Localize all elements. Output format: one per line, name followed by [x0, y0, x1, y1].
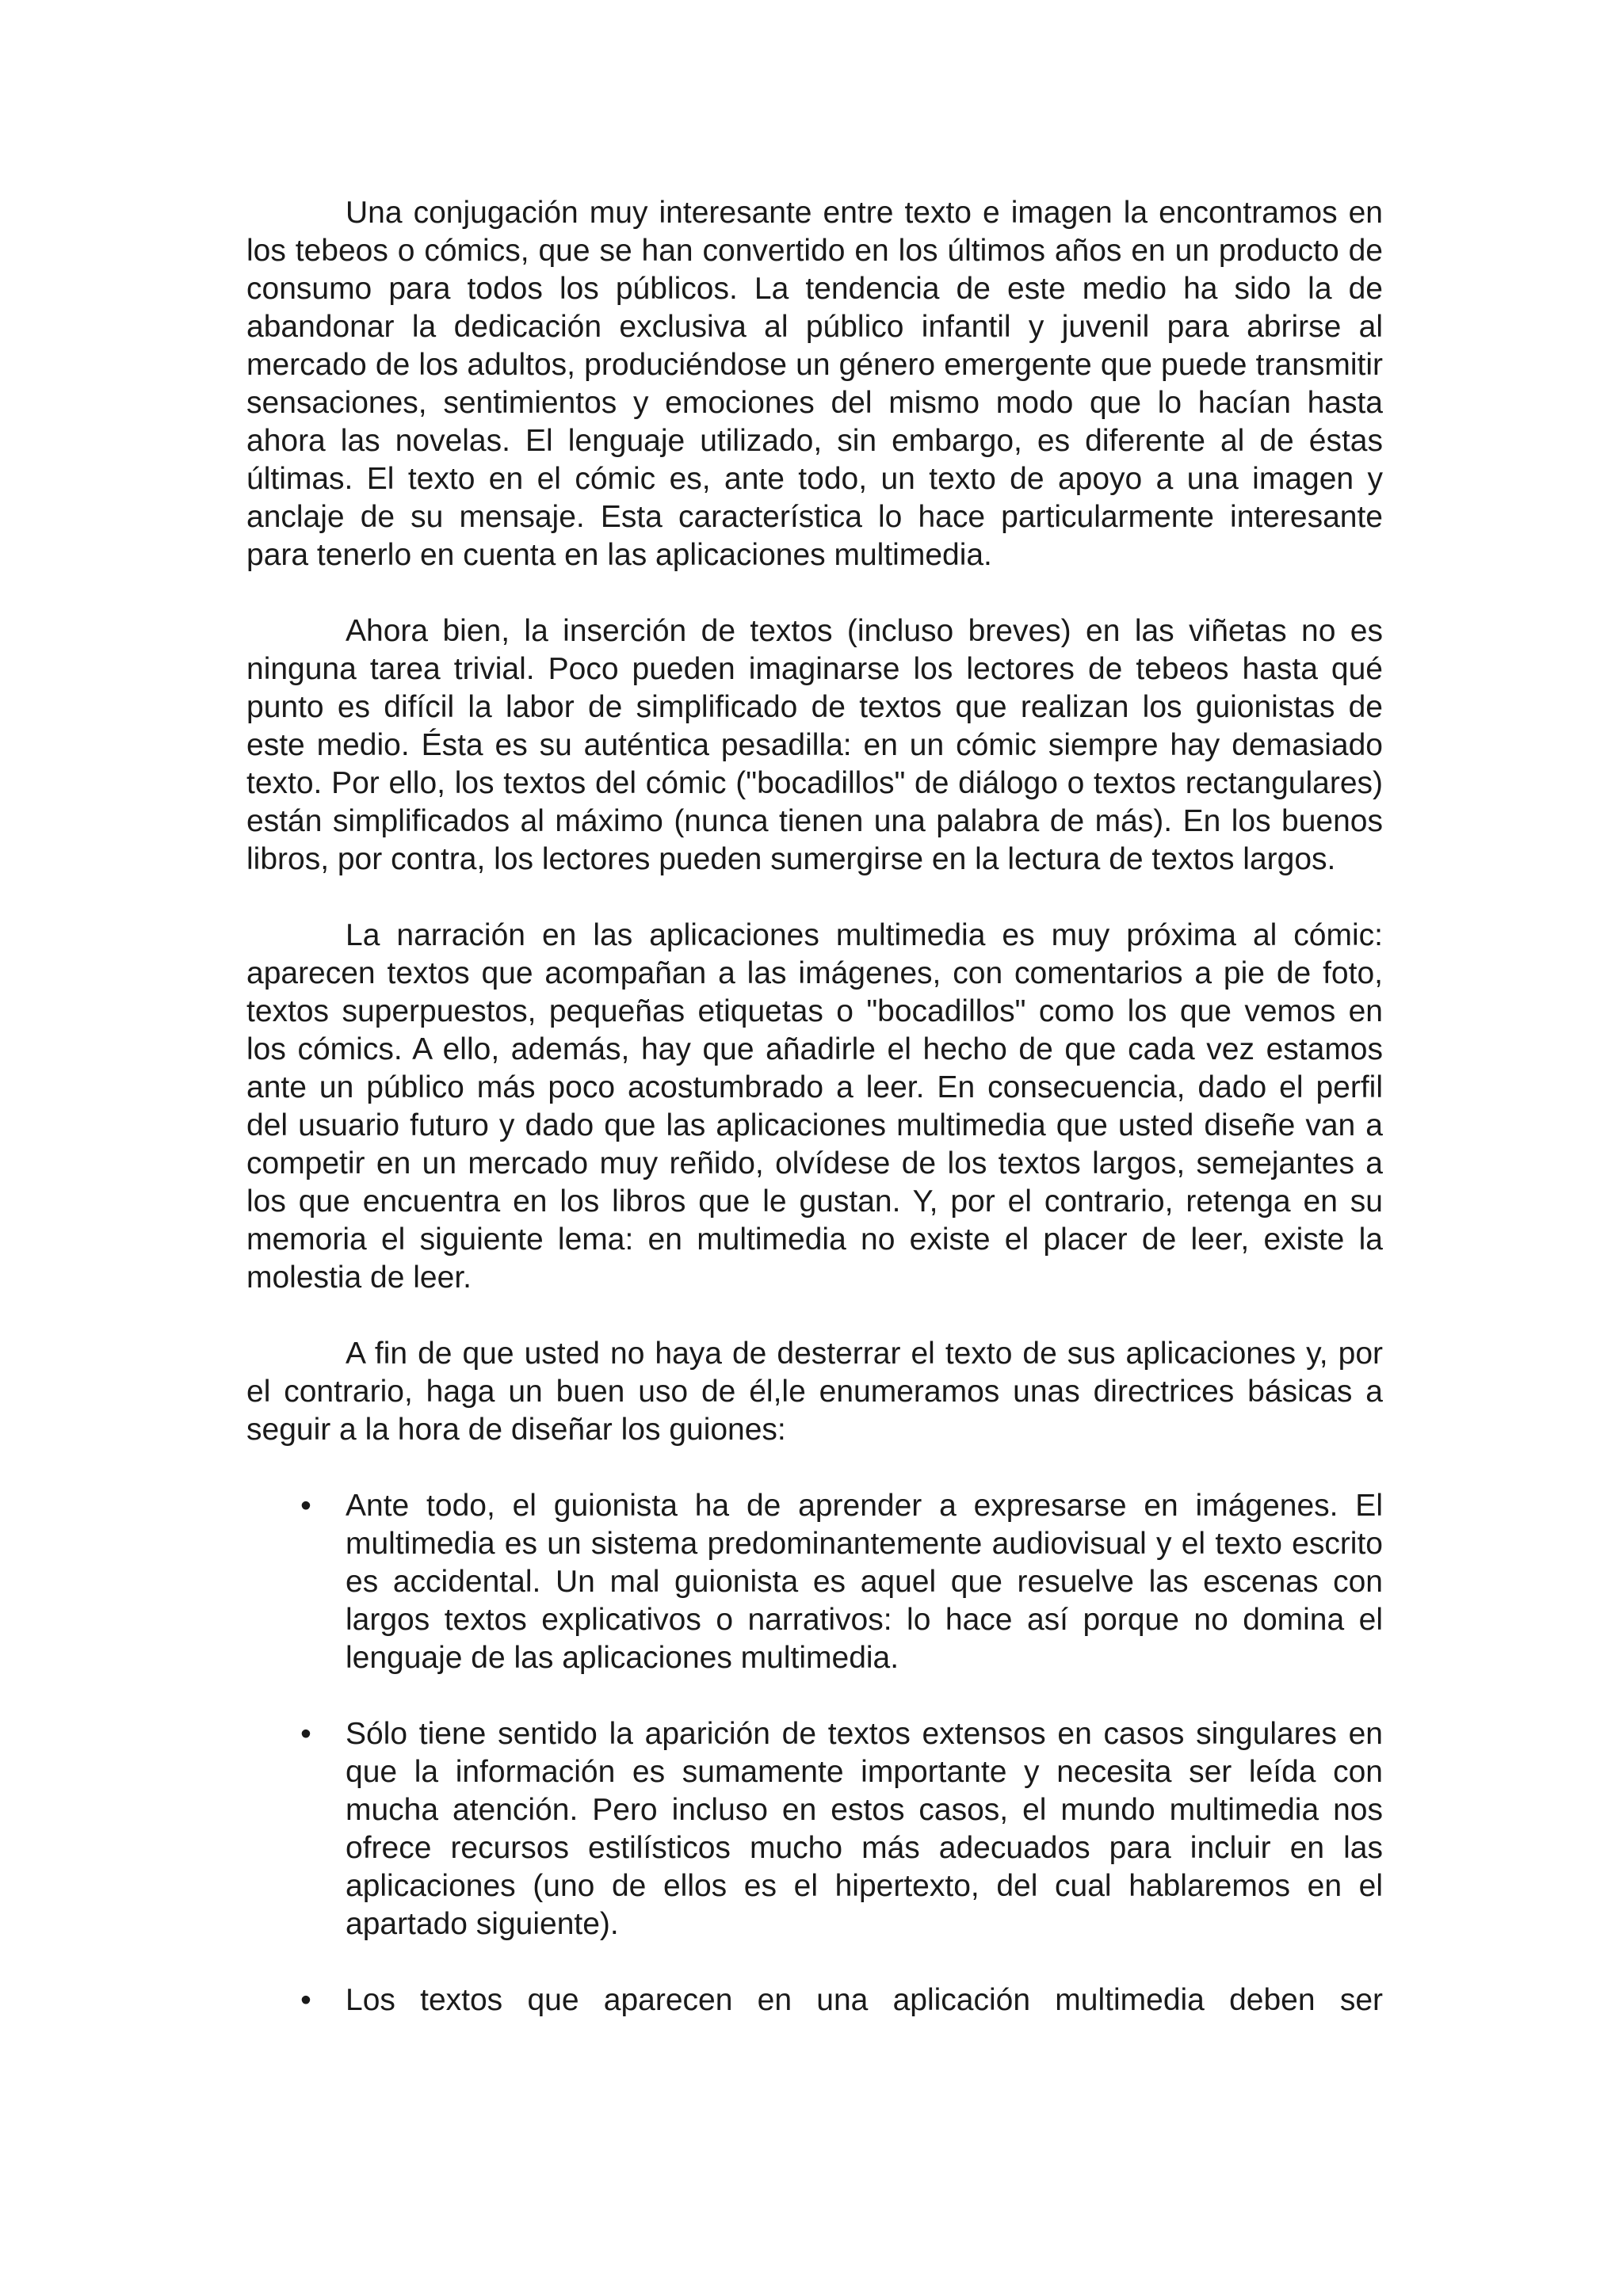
bullet-icon: •: [300, 1489, 311, 1523]
guidelines-list: [246, 1487, 1383, 2019]
paragraph-multimedia-narration: La narración en las aplicaciones multimedia es muy próxima al cómic: aparecen textos que acompañan a las imágenes, con comentarios a pie de foto, textos superpuestos, pequeñas etiquetas o "bocadillos" como los que vemos en los cómics. A ello, además, hay que añadirle el hecho de que cada vez estamos ante un público más poco acostumbrado a leer. En consecuencia, dado el perfil del usuario futuro y dado que las aplicaciones multimedia que usted diseñe van a competir en un mercado muy reñido, olvídese de los textos largos, semejantes a los que encuentra en los libros que le gustan. Y, por el contrario, retenga en su memoria el siguiente lema: en multimedia no existe el placer de leer, existe la molestia de leer.: [246, 918, 1383, 1295]
document-body: [246, 194, 1383, 2019]
list-item-text: Sólo tiene sentido la aparición de textos extensos en casos singulares en que la información es sumamente importante y necesita ser leída con mucha atención. Pero incluso en estos casos, el mundo multimedia nos ofrece recursos estilísticos mucho más adecuados para incluir en las aplicaciones (uno de ellos es el hipertexto, del cual hablaremos en el apartado siguiente).: [346, 1717, 1383, 1941]
paragraph-guidelines-intro: A fin de que usted no haya de desterrar el texto de sus aplicaciones y, por el contrario, haga un buen uso de él,le enumeramos unas directrices básicas a seguir a la hora de diseñar los guiones:: [246, 1337, 1383, 1447]
list-item-text: Ante todo, el guionista ha de aprender a expresarse en imágenes. El multimedia es un sistema predominantemente audiovisual y el texto escrito es accidental. Un mal guionista es aquel que resuelve las escenas con largos textos explicativos o narrativos: lo hace así porque no domina el lenguaje de las aplicaciones multimedia.: [346, 1489, 1383, 1675]
list-item: [246, 1715, 1383, 1943]
list-item-text: Los textos que aparecen en una aplicación multimedia deben ser: [346, 1983, 1383, 2017]
list-item: [246, 1981, 1383, 2019]
paragraph-text-insertion: Ahora bien, la inserción de textos (incluso breves) en las viñetas no es ninguna tarea trivial. Poco pueden imaginarse los lectores de tebeos hasta qué punto es difícil la labor de simplificado de textos que realizan los guionistas de este medio. Ésta es su auténtica pesadilla: en un cómic siempre hay demasiado texto. Por ello, los textos del cómic ("bocadillos" de diálogo o textos rectangulares) están simplificados al máximo (nunca tienen una palabra de más). En los buenos libros, por contra, los lectores pueden sumergirse en la lectura de textos largos.: [246, 614, 1383, 876]
list-item: [246, 1487, 1383, 1677]
bullet-icon: •: [300, 1983, 311, 2017]
bullet-icon: •: [300, 1717, 311, 1751]
paragraph-comics-intro: Una conjugación muy interesante entre texto e imagen la encontramos en los tebeos o cómics, que se han convertido en los últimos años en un producto de consumo para todos los públicos. La tendencia de este medio ha sido la de abandonar la dedicación exclusiva al público infantil y juvenil para abrirse al mercado de los adultos, produciéndose un género emergente que puede transmitir sensaciones, sentimientos y emociones del mismo modo que lo hacían hasta ahora las novelas. El lenguaje utilizado, sin embargo, es diferente al de éstas últimas. El texto en el cómic es, ante todo, un texto de apoyo a una imagen y anclaje de su mensaje. Esta característica lo hace particularmente interesante para tenerlo en cuenta en las aplicaciones multimedia.: [246, 196, 1383, 572]
